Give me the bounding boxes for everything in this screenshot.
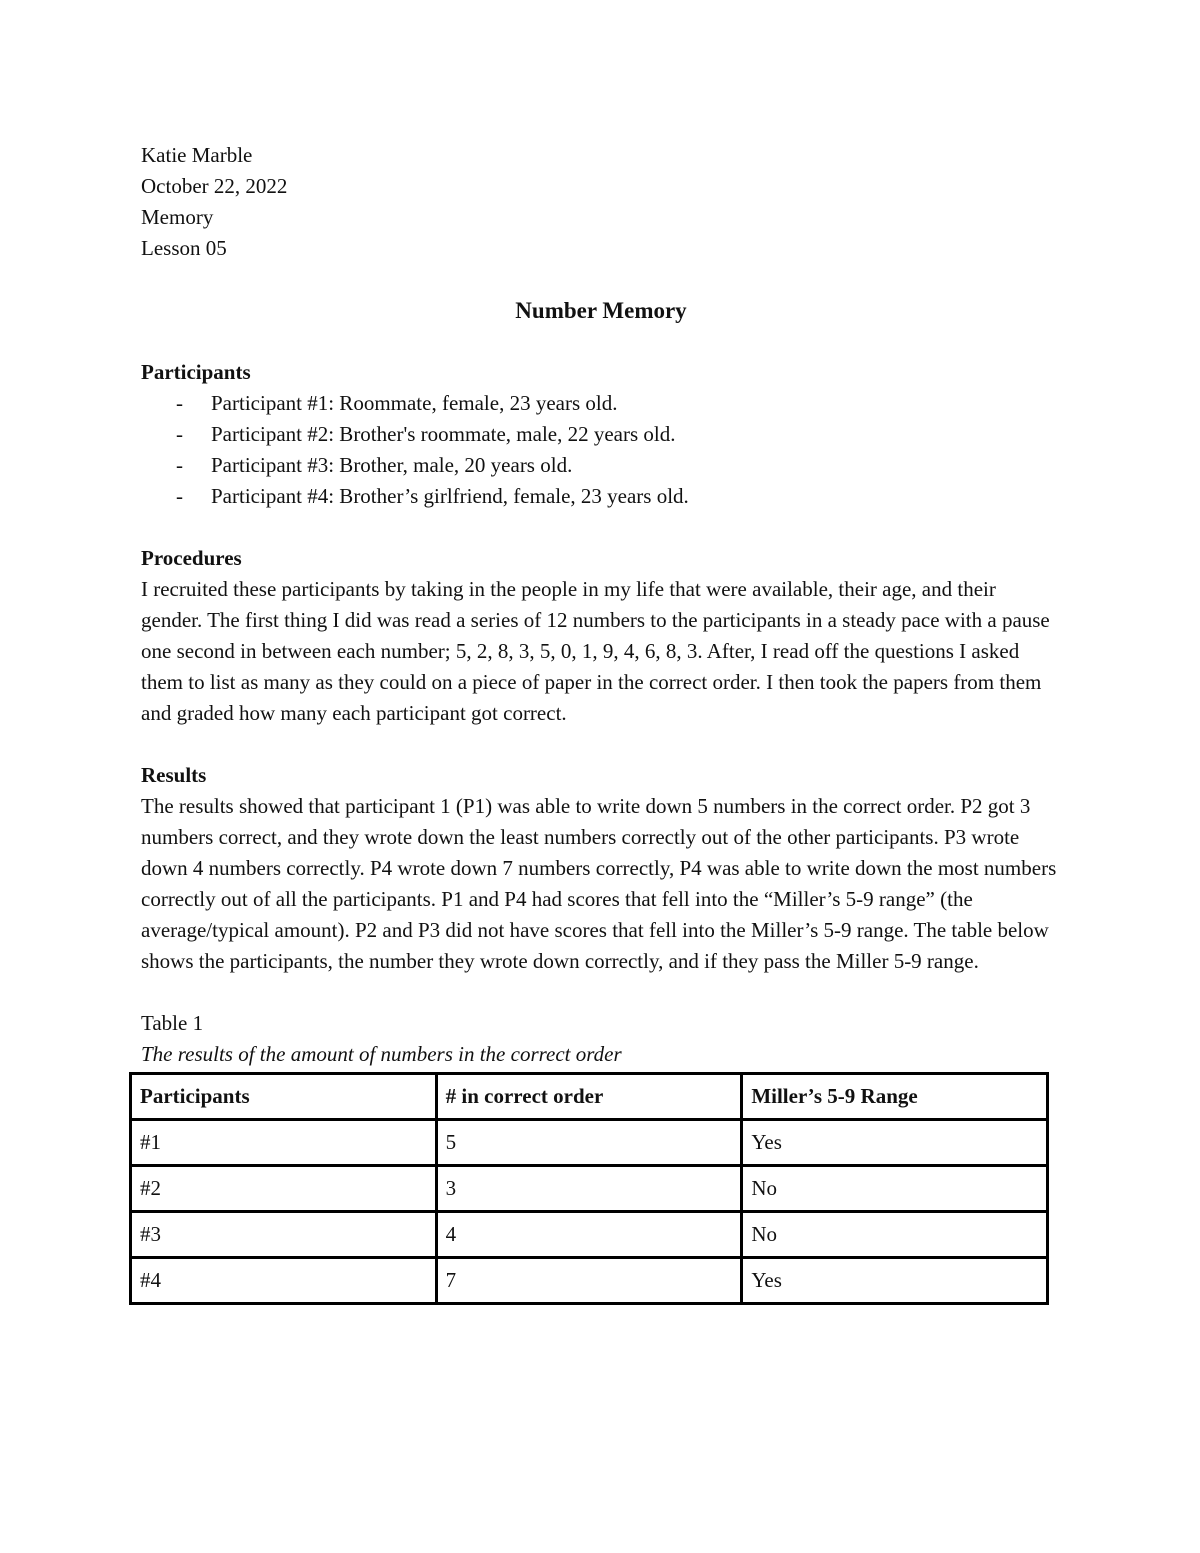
results-table <box>129 1072 1049 1305</box>
table-cell: Yes <box>742 1258 1048 1304</box>
table-cell: #3 <box>131 1212 437 1258</box>
table-header-row <box>131 1074 1048 1120</box>
list-item <box>141 388 1061 419</box>
table-cell: No <box>742 1212 1048 1258</box>
table-cell: No <box>742 1166 1048 1212</box>
course-name: Memory <box>141 205 214 229</box>
bullet-dash: - <box>176 453 183 477</box>
table-row <box>131 1212 1048 1258</box>
bullet-dash: - <box>176 391 183 415</box>
table-cell: #1 <box>131 1120 437 1166</box>
results-heading: Results <box>141 763 207 787</box>
list-item <box>141 481 1061 512</box>
table-label: Table 1 <box>141 1011 204 1035</box>
list-item <box>141 419 1061 450</box>
table-row <box>131 1120 1048 1166</box>
lesson-label: Lesson 05 <box>141 236 227 260</box>
document-title: Number Memory <box>515 298 687 323</box>
table-cell: 3 <box>436 1166 742 1212</box>
procedures-heading: Procedures <box>141 546 242 570</box>
table-row <box>131 1166 1048 1212</box>
table-cell: 4 <box>436 1212 742 1258</box>
results-paragraph: The results showed that participant 1 (P1) was able to write down 5 numbers in the correct order. P2 got 3 numbers correct, and they wrote down the least numbers correctly out of the other participants. P3 wrote down 4 numbers correctly. P4 wrote down 7 numbers correctly, P4 was able to write down the most numbers correctly out of all the participants. P1 and P4 had scores that fell into the “Miller’s 5-9 range” (the average/typical amount). P2 and P3 did not have scores that fell into the Miller’s 5-9 range. The table below shows the participants, the number they wrote down correctly, and if they pass the Miller 5-9 range. <box>141 794 1057 973</box>
bullet-dash: - <box>176 422 183 446</box>
table-cell: 7 <box>436 1258 742 1304</box>
table-header-cell: Miller’s 5-9 Range <box>742 1074 1048 1120</box>
table-cell: Yes <box>742 1120 1048 1166</box>
table-cell: #2 <box>131 1166 437 1212</box>
participant-text: Participant #2: Brother's roommate, male, 22 years old. <box>211 422 676 446</box>
table-header-cell: # in correct order <box>436 1074 742 1120</box>
list-item <box>141 450 1061 481</box>
document-content <box>141 140 1061 1305</box>
procedures-paragraph: I recruited these participants by taking in the people in my life that were available, their age, and their gender. The first thing I did was read a series of 12 numbers to the participants in a steady pace with a pause one second in between each number; 5, 2, 8, 3, 5, 0, 1, 9, 4, 6, 8, 3. After, I read off the questions I asked them to list as many as they could on a piece of paper in the correct order. I then took the papers from them and graded how many each participant got correct. <box>141 577 1050 725</box>
table-header-cell: Participants <box>131 1074 437 1120</box>
section-spacer <box>141 977 1061 1008</box>
table-caption: The results of the amount of numbers in the correct order <box>141 1042 622 1066</box>
bullet-dash: - <box>176 484 183 508</box>
participants-heading: Participants <box>141 360 251 384</box>
participant-text: Participant #3: Brother, male, 20 years old. <box>211 453 573 477</box>
author-name: Katie Marble <box>141 143 253 167</box>
table-cell: 5 <box>436 1120 742 1166</box>
table-cell: #4 <box>131 1258 437 1304</box>
section-spacer <box>141 729 1061 760</box>
table-row <box>131 1258 1048 1304</box>
participant-text: Participant #4: Brother’s girlfriend, female, 23 years old. <box>211 484 689 508</box>
section-spacer <box>141 512 1061 543</box>
participants-list <box>141 388 1061 512</box>
document-date: October 22, 2022 <box>141 174 288 198</box>
participant-text: Participant #1: Roommate, female, 23 years old. <box>211 391 618 415</box>
